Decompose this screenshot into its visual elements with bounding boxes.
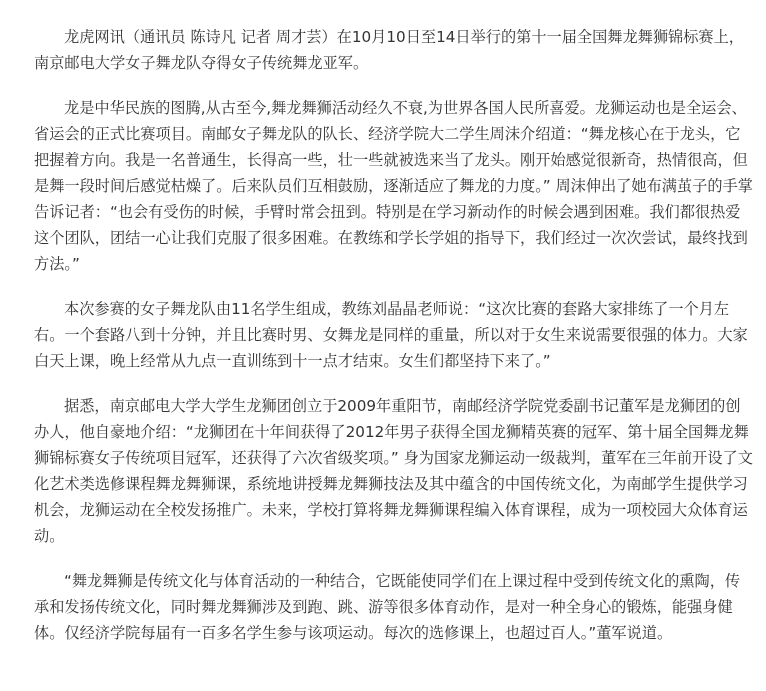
article-paragraph-3: 本次参赛的女子舞龙队由11名学生组成，教练刘晶晶老师说：“这次比赛的套路大家排练了一个月左右。一个套路八到十分钟，并且比赛时男、女舞龙是同样的重量，所以对于女生来说需要很强的体力。大家白天上课，晚上经常从九点一直训练到十一点才结束。女生们都坚持下来了。” bbox=[34, 300, 748, 370]
article-paragraph-4: 据悉，南京邮电大学大学生龙狮团创立于2009年重阳节，南邮经济学院党委副书记董军是龙狮团的创办人，他自豪地介绍：“龙狮团在十年间获得了2012年男子获得全国龙狮精英赛的冠军、第十届全国舞龙舞狮锦标赛女子传统项目冠军，还获得了六次省级奖项。” 身为国家龙狮运动一级裁判，董军在三年前开设了文化艺术类选修课程舞龙舞狮课，系统地讲授舞龙舞狮技法及其中蕴含的中国传统文化，为南邮学生提供学习机会，龙狮运动在全校发扬推广。未来，学校打算将舞龙舞狮课程编入体育课程，成为一项校园大众体育运动。 bbox=[34, 397, 753, 545]
article-paragraph-5: “舞龙舞狮是传统文化与体育活动的一种结合，它既能使同学们在上课过程中受到传统文化的熏陶，传承和发扬传统文化，同时舞龙舞狮涉及到跑、跳、游等很多体育动作，是对一种全身心的锻炼，能强身健体。仅经济学院每届有一百多名学生参与该项运动。每次的选修课上，也超过百人。”董军说道。 bbox=[34, 572, 741, 642]
article-paragraph-1: 龙虎网讯（通讯员 陈诗凡 记者 周才芸）在10月10日至14日举行的第十一届全国舞龙舞狮锦标赛上，南京邮电大学女子舞龙队夺得女子传统舞龙亚军。 bbox=[34, 28, 744, 72]
article-paragraph-2: 龙是中华民族的图腾,从古至今,舞龙舞狮活动经久不衰,为世界各国人民所喜爱。龙狮运动也是全运会、省运会的正式比赛项目。南邮女子舞龙队的队长、经济学院大二学生周沫介绍道：“舞龙核心在于龙头，它把握着方向。我是一名普通生，长得高一些，壮一些就被选来当了龙头。刚开始感觉很新奇，热情很高，但是舞一段时间后感觉枯燥了。后来队员们互相鼓励，逐渐适应了舞龙的力度。” 周沫伸出了她布满茧子的手掌告诉记者：“也会有受伤的时候，手臂时常会扭到。特别是在学习新动作的时候会遇到困难。我们都很热爱这个团队，团结一心让我们克服了很多困难。在教练和学长学姐的指导下，我们经过一次次尝试，最终找到方法。” bbox=[34, 99, 753, 273]
